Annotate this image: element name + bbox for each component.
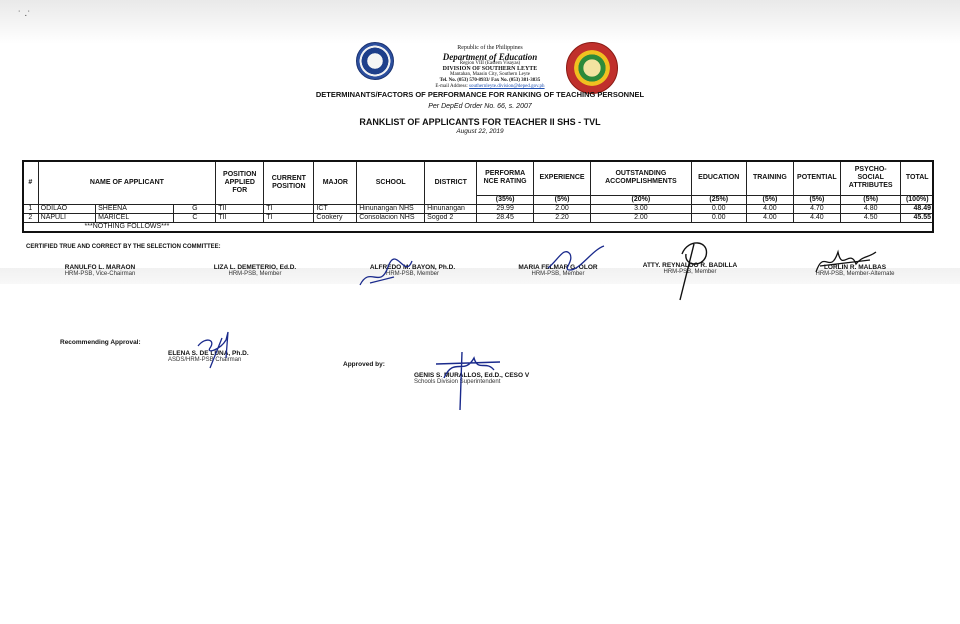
col-number: # bbox=[23, 161, 39, 205]
nothing-follows-note: ***NOTHING FOLLOWS*** bbox=[84, 223, 170, 230]
signatory-role: HRM-PSB, Member bbox=[228, 271, 282, 277]
applicant-first-name: MARICEL bbox=[96, 214, 174, 223]
col-psycho-social: PSYCHO-SOCIAL ATTRIBUTES bbox=[840, 161, 901, 196]
certification-statement: CERTIFIED TRUE AND CORRECT BY THE SELECTION COMMITTEE: bbox=[26, 244, 221, 250]
ranklist-title: RANKLIST OF APPLICANTS FOR TEACHER II SHS - TVL bbox=[359, 117, 601, 127]
signature-de-luna-icon bbox=[190, 328, 250, 372]
ranklist-table bbox=[22, 160, 934, 231]
performance-score: 28.45 bbox=[477, 214, 533, 223]
col-major: MAJOR bbox=[314, 161, 357, 205]
email-label: E-mail Address: bbox=[435, 84, 468, 89]
col-education: EDUCATION bbox=[691, 161, 746, 196]
deped-order-reference: Per DepEd Order No. 66, s. 2007 bbox=[428, 103, 532, 110]
header-telephone: Tel. No. (053) 570-8933/ Fax No. (053) 381-3835 bbox=[439, 78, 541, 83]
ranklist-date: August 22, 2019 bbox=[456, 128, 504, 135]
weight-potential: (5%) bbox=[793, 196, 840, 205]
weight-experience: (5%) bbox=[533, 196, 590, 205]
signatory-name: ATTY. REYNALDO R. BADILLA bbox=[642, 262, 738, 269]
row-number: 1 bbox=[23, 205, 39, 214]
determinants-title: DETERMINANTS/FACTORS OF PERFORMANCE FOR RANKING OF TEACHING PERSONNEL bbox=[315, 90, 645, 99]
row-number: 2 bbox=[23, 214, 39, 223]
total-score: 48.49 bbox=[901, 205, 934, 214]
col-school: SCHOOL bbox=[357, 161, 425, 205]
col-training: TRAINING bbox=[746, 161, 793, 196]
col-performance: PERFORMA NCE RATING bbox=[477, 161, 533, 196]
training-score: 4.00 bbox=[746, 205, 793, 214]
applicant-first-name: SHEENA bbox=[96, 205, 174, 214]
training-score: 4.00 bbox=[746, 214, 793, 223]
col-position-applied: POSITION APPLIED FOR bbox=[216, 161, 264, 205]
col-total: TOTAL bbox=[901, 161, 934, 196]
applicant-middle-initial: C bbox=[174, 214, 216, 223]
position-applied: TII bbox=[216, 214, 264, 223]
current-position: TI bbox=[264, 205, 314, 214]
signatory-name: MARIA FELMAR G. OLOR bbox=[518, 264, 598, 271]
experience-score: 2.20 bbox=[533, 214, 590, 223]
total-score: 45.55 bbox=[901, 214, 934, 223]
position-applied: TII bbox=[216, 205, 264, 214]
header-address: Mantahan, Maasin City, Southern Leyte bbox=[450, 72, 530, 77]
signatory-role: Schools Division Superintendent bbox=[414, 379, 501, 385]
signature-murallos-icon bbox=[430, 348, 510, 414]
major: Cookery bbox=[314, 214, 357, 223]
signature-badilla-icon bbox=[670, 236, 720, 302]
education-score: 0.00 bbox=[691, 205, 746, 214]
email-link[interactable]: southernleyte.division@deped.gov.ph bbox=[469, 84, 545, 89]
weight-training: (5%) bbox=[746, 196, 793, 205]
signatory-name: LORLIN R. MALBAS bbox=[823, 264, 887, 271]
recommending-approval-label: Recommending Approval: bbox=[60, 339, 141, 346]
outstanding-score: 2.00 bbox=[591, 214, 691, 223]
signature-malbas-icon bbox=[810, 242, 880, 282]
signatory-role: HRM-PSB, Member-Alternate bbox=[815, 271, 895, 277]
col-current-position: CURRENT POSITION bbox=[264, 161, 314, 205]
col-name: NAME OF APPLICANT bbox=[38, 161, 216, 205]
col-potential: POTENTIAL bbox=[793, 161, 840, 196]
district: Hinunangan bbox=[425, 205, 477, 214]
scan-specks: ˙ ·˙ bbox=[18, 10, 31, 21]
applicant-middle-initial: G bbox=[174, 205, 216, 214]
table-header-row bbox=[23, 161, 934, 196]
col-experience: EXPERIENCE bbox=[533, 161, 590, 196]
col-outstanding: OUTSTANDING ACCOMPLISHMENTS bbox=[591, 161, 691, 196]
signatory-role: HRM-PSB, Member bbox=[385, 271, 439, 277]
signatory-vice-chairman bbox=[40, 264, 160, 277]
applicant-last-name: NAPULI bbox=[38, 214, 95, 223]
header-republic: Republic of the Philippines bbox=[457, 45, 523, 51]
weight-total: (100%) bbox=[901, 196, 934, 205]
outstanding-score: 3.00 bbox=[591, 205, 691, 214]
signatory-member-1 bbox=[195, 264, 315, 277]
signatory-name: RANULFO L. MARAON bbox=[64, 264, 136, 271]
header-division: DIVISION OF SOUTHERN LEYTE bbox=[442, 66, 538, 72]
signatory-name: LIZA L. DEMETERIO, Ed.D. bbox=[213, 264, 297, 271]
signatory-name: ALFREDO M. BAYON, Ph.D. bbox=[369, 264, 456, 271]
signatory-role: HRM-PSB, Member bbox=[531, 271, 585, 277]
signature-bayon-icon bbox=[350, 255, 420, 295]
table-row bbox=[23, 214, 934, 223]
signature-olor-icon bbox=[540, 240, 610, 280]
school: Hinunangan NHS bbox=[357, 205, 425, 214]
education-score: 0.00 bbox=[691, 214, 746, 223]
weight-psycho-social: (5%) bbox=[840, 196, 901, 205]
col-district: DISTRICT bbox=[425, 161, 477, 205]
major: ICT bbox=[314, 205, 357, 214]
current-position: TI bbox=[264, 214, 314, 223]
weight-outstanding: (20%) bbox=[591, 196, 691, 205]
table-footer-row bbox=[23, 223, 934, 232]
psycho-social-score: 4.50 bbox=[840, 214, 901, 223]
performance-score: 29.99 bbox=[477, 205, 533, 214]
signatory-role: HRM-PSB, Member bbox=[663, 269, 717, 275]
signatory-name: GENIS S. MURALLOS, Ed.D., CESO V bbox=[414, 372, 530, 379]
school: Consolacion NHS bbox=[357, 214, 425, 223]
signatory-name: ELENA S. DE LUNA, Ph.D. bbox=[168, 350, 249, 357]
potential-score: 4.40 bbox=[793, 214, 840, 223]
applicant-last-name: ODILAO bbox=[38, 205, 95, 214]
district: Sogod 2 bbox=[425, 214, 477, 223]
header-email bbox=[370, 84, 610, 89]
psycho-social-score: 4.80 bbox=[840, 205, 901, 214]
weight-performance: (35%) bbox=[477, 196, 533, 205]
experience-score: 2.00 bbox=[533, 205, 590, 214]
scan-shadow-band bbox=[0, 0, 960, 44]
header-region: Region VIII (Eastern Visayas) bbox=[459, 61, 521, 66]
table-row bbox=[23, 205, 934, 214]
approved-by-label: Approved by: bbox=[343, 361, 385, 368]
weight-education: (25%) bbox=[691, 196, 746, 205]
signatory-role: HRM-PSB, Vice-Chairman bbox=[64, 271, 136, 277]
header-department: Department of Education bbox=[442, 52, 538, 62]
signatory-role: ASDS/HRM-PSB Chairman bbox=[168, 357, 242, 363]
potential-score: 4.70 bbox=[793, 205, 840, 214]
